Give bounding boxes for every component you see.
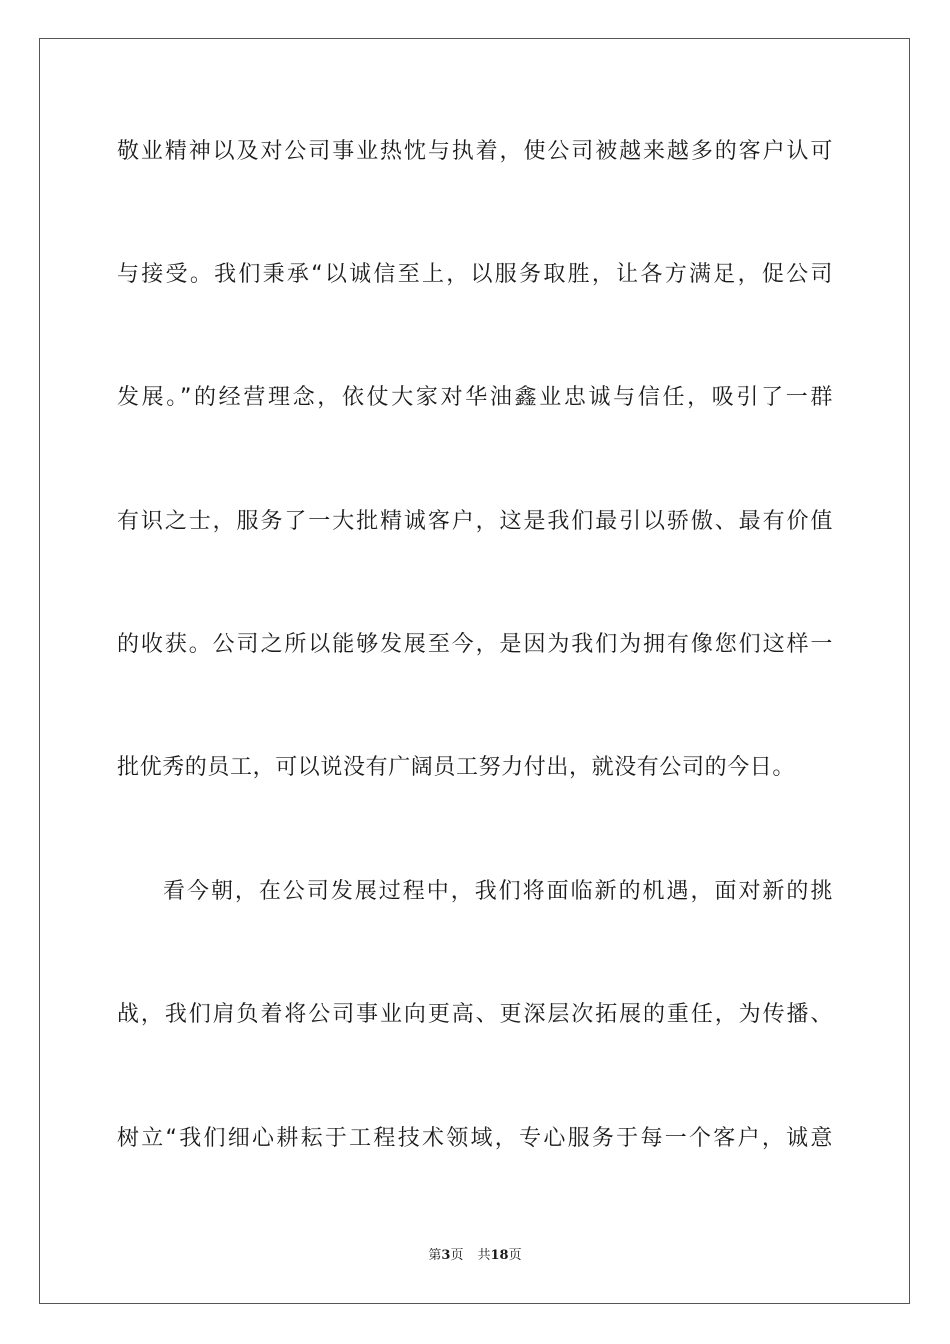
total-pages: 18 — [490, 1248, 509, 1263]
page-prefix: 第 — [428, 1248, 442, 1263]
text-line-2: 与接受。我们秉承“以诚信至上，以服务取胜，让各方满足，促公司 — [117, 262, 833, 287]
total-prefix: 共 — [477, 1248, 491, 1263]
page-footer — [0, 1247, 950, 1265]
text-line-5: 的收获。公司之所以能够发展至今，是因为我们为拥有像您们这样一 — [117, 632, 833, 657]
text-line-9: 树立“我们细心耕耘于工程技术领域，专心服务于每一个客户，诚意 — [117, 1126, 833, 1151]
text-line-6: 批优秀的员工，可以说没有广阔员工努力付出，就没有公司的今日。 — [117, 755, 796, 780]
text-line-4: 有识之士，服务了一大批精诚客户，这是我们最引以骄傲、最有价值 — [117, 509, 833, 534]
text-line-8: 战，我们肩负着将公司事业向更高、更深层次拓展的重任，为传播、 — [117, 1002, 833, 1027]
text-line-7-paragraph-start: 看今朝，在公司发展过程中，我们将面临新的机遇，面对新的挑 — [163, 879, 833, 904]
text-line-3: 发展。”的经营理念，依仗大家对华油鑫业忠诚与信任，吸引了一群 — [117, 385, 833, 410]
page-border — [39, 38, 910, 1304]
total-suffix: 页 — [508, 1248, 522, 1263]
page-suffix: 页 — [450, 1248, 464, 1263]
text-line-1: 敬业精神以及对公司事业热忱与执着，使公司被越来越多的客户认可 — [117, 139, 833, 164]
page-number: 3 — [441, 1248, 451, 1263]
